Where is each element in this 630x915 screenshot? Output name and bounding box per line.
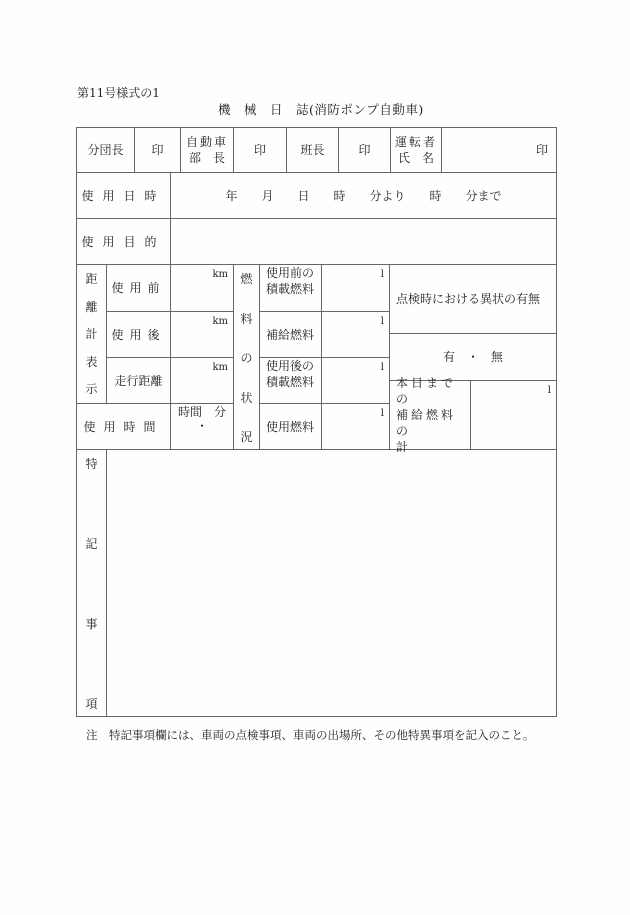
distance-traveled-label	[107, 358, 171, 404]
usage-purpose-label	[76, 219, 171, 265]
seal-mark: 印	[151, 143, 164, 157]
odometer-before-field[interactable]	[171, 265, 234, 312]
usage-time-field[interactable]	[171, 404, 234, 450]
label-line2: 氏 名	[397, 151, 434, 165]
label-text: 補給燃料	[266, 327, 315, 342]
odometer-after-label	[107, 312, 171, 358]
remarks-label	[76, 450, 107, 717]
squad-leader-seal[interactable]	[339, 127, 391, 173]
label-text: 使用後	[111, 327, 166, 342]
char: 距	[85, 272, 98, 286]
usage-datetime-label	[76, 173, 171, 219]
distance-traveled-field[interactable]	[171, 358, 234, 404]
label-line2: 積載燃料	[266, 282, 315, 296]
label-line1: 自動車	[185, 135, 228, 149]
time-units	[178, 405, 226, 420]
division-chief-label	[76, 127, 135, 173]
fuel-refill-label	[260, 312, 322, 358]
label-line2: 補給燃料の	[396, 408, 457, 438]
label-text: 走行距離	[114, 373, 163, 388]
char: 離	[85, 299, 98, 314]
odometer-group-label	[76, 265, 107, 404]
minutes-unit: 分	[214, 405, 227, 419]
separator-dot: ・	[195, 419, 208, 433]
driver-name-field[interactable]	[442, 127, 557, 173]
char: 事	[85, 617, 98, 631]
km-unit: km	[212, 269, 228, 280]
seal-mark: 印	[253, 143, 266, 157]
label-text: 点検時における異状の有無	[396, 292, 541, 306]
label-text: 使用前	[111, 281, 166, 295]
yes-no-text: 有 ・ 無	[442, 350, 503, 364]
seal-mark: 印	[535, 143, 548, 157]
char: 料	[240, 311, 253, 326]
datetime-template-text: 年 月 日 時 分より 時 分まで	[225, 188, 502, 203]
char: 況	[240, 430, 253, 444]
fuel-before-field[interactable]	[322, 265, 390, 312]
label-line1: 本日までの	[396, 376, 457, 406]
label-text: 班長	[300, 143, 325, 157]
label-text: 使用燃料	[266, 419, 315, 434]
label-text: 使用日時	[81, 188, 166, 203]
inspection-yes-no-options[interactable]	[390, 334, 557, 381]
label-text: 使用時間	[83, 419, 164, 434]
char: 記	[85, 537, 98, 551]
fuel-used-field[interactable]	[322, 404, 390, 450]
fuel-used-label	[260, 404, 322, 450]
label-text: 使用目的	[81, 234, 166, 249]
liter-unit: l	[380, 362, 384, 373]
liter-unit: l	[380, 408, 384, 419]
usage-purpose-field[interactable]	[171, 219, 557, 265]
fuel-refill-field[interactable]	[322, 312, 390, 358]
footnote: 注 特記事項欄には、車両の点検事項、車両の出場所、その他特異事項を記入のこと。	[86, 728, 535, 742]
cumulative-fuel-label	[390, 376, 471, 454]
cumulative-fuel-field[interactable]	[471, 381, 557, 450]
vehicle-dept-head-label	[181, 127, 234, 173]
inspection-anomaly-label	[390, 265, 557, 334]
seal-mark: 印	[358, 143, 371, 157]
usage-time-label	[76, 404, 171, 450]
label-line2: 部 長	[188, 151, 225, 165]
fuel-after-label	[260, 358, 322, 404]
char: 計	[85, 327, 98, 341]
label-line2: 積載燃料	[266, 375, 315, 389]
char: 状	[240, 390, 253, 405]
remarks-field[interactable]	[107, 450, 557, 717]
km-unit: km	[212, 316, 228, 327]
fuel-after-field[interactable]	[322, 358, 390, 404]
char: の	[240, 351, 253, 365]
label-line3: 計	[396, 440, 412, 454]
division-chief-seal[interactable]	[135, 127, 181, 173]
odometer-before-label	[107, 265, 171, 312]
fuel-status-group-label	[234, 265, 260, 450]
label-line1: 使用後の	[266, 359, 315, 373]
char: 項	[85, 697, 98, 711]
char: 示	[85, 382, 98, 396]
liter-unit: l	[380, 316, 384, 327]
liter-unit: l	[380, 269, 384, 280]
driver-name-label	[391, 127, 442, 173]
char: 燃	[240, 272, 253, 286]
label-line1: 使用前の	[266, 266, 315, 280]
km-unit: km	[212, 362, 228, 373]
liter-unit: l	[547, 385, 551, 396]
usage-datetime-field[interactable]	[171, 173, 557, 219]
char: 特	[85, 457, 98, 471]
char: 表	[85, 354, 98, 369]
form-number: 第11号様式の1	[77, 86, 160, 100]
squad-leader-label	[287, 127, 339, 173]
hours-unit: 時間	[177, 405, 202, 419]
label-text: 分団長	[87, 143, 124, 157]
vehicle-dept-head-seal[interactable]	[234, 127, 287, 173]
fuel-before-label	[260, 265, 322, 312]
label-line1: 運転者	[394, 135, 437, 149]
odometer-after-field[interactable]	[171, 312, 234, 358]
document-title: 機 械 日 誌(消防ポンプ自動車)	[218, 102, 424, 117]
